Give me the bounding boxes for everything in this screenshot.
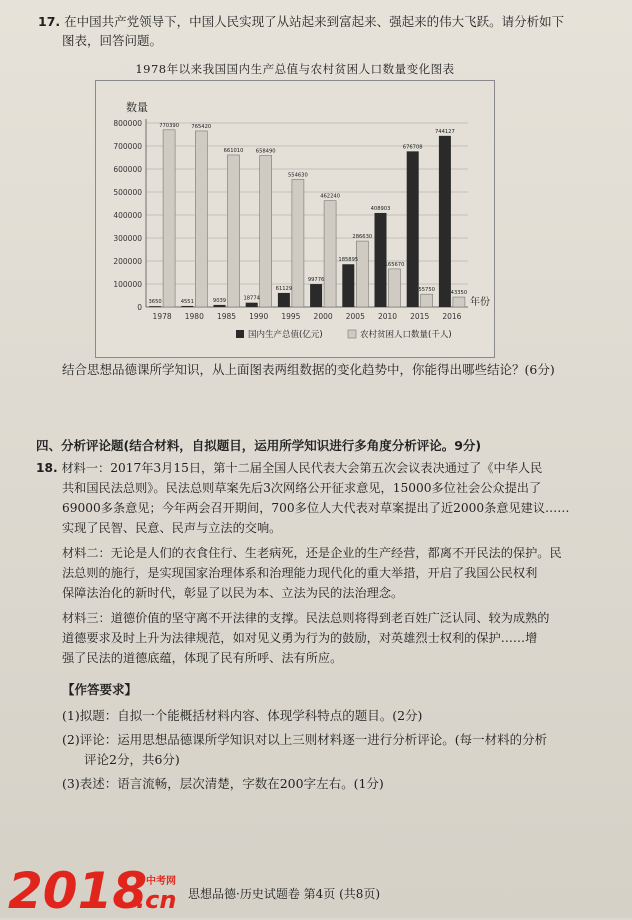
q17-stem-line1: 17. 在中国共产党领导下，中国人民实现了从站起来到富起来、强起来的伟大飞跃。请分析如下	[38, 14, 565, 29]
gdp-data-label: 4551	[180, 298, 194, 305]
x-tick-label: 2016	[442, 312, 462, 321]
y-axis-label: 数量	[126, 101, 148, 114]
watermark-year: 2018	[8, 862, 148, 916]
q18-material3-line3: 强了民法的道德底蕴，体现了民有所呼、法有所应。	[62, 651, 343, 665]
poverty-bar	[421, 294, 433, 307]
y-tick-label: 500000	[113, 188, 142, 197]
gdp-bar	[149, 306, 161, 307]
x-tick-label: 1995	[281, 312, 301, 321]
gdp-data-label: 9039	[212, 297, 227, 304]
poverty-bar	[228, 155, 240, 307]
y-tick-label: 600000	[113, 165, 142, 174]
chart-frame	[95, 62, 495, 358]
requirement-1: (1)拟题：自拟一个能概括材料内容、体现学科特点的题目。(2分)	[62, 708, 423, 723]
gdp-bar	[278, 293, 290, 307]
watermark-domain: .cn	[136, 886, 177, 914]
site-watermark-logo	[8, 856, 208, 920]
poverty-data-label: 462240	[320, 193, 341, 200]
poverty-bar	[163, 130, 175, 307]
poverty-bar	[292, 179, 304, 307]
poverty-data-label: 43350	[450, 290, 468, 297]
q18-material2-line2: 法总则的施行，是实现国家治理体系和治理能力现代化的重大举措，开启了我国公民权利	[62, 566, 538, 580]
requirement-2-line2: 评论2分，共6分)	[84, 752, 180, 767]
section4-title: 四、分析评论题(结合材料，自拟题目，运用所学知识进行多角度分析评论。9分)	[36, 438, 482, 453]
poverty-data-label: 661010	[223, 147, 244, 154]
gdp-data-label: 408903	[370, 205, 391, 212]
q18-material1-line3: 69000多条意见；今年两会召开期间，700多位人大代表对草案提出了近2000条意见建议……	[62, 501, 570, 515]
y-tick-label: 800000	[113, 119, 142, 128]
gdp-bar	[310, 284, 322, 307]
legend-swatch-poverty	[348, 330, 356, 338]
poverty-bar	[389, 269, 401, 307]
gdp-bar	[375, 213, 387, 307]
x-tick-label: 1978	[152, 312, 172, 321]
x-tick-label: 1985	[216, 312, 237, 321]
watermark-site-name: 中考网	[146, 876, 176, 887]
x-tick-label: 2005	[345, 312, 365, 321]
poverty-bar	[324, 201, 336, 307]
requirement-3: (3)表述：语言流畅，层次清楚，字数在200字左右。(1分)	[62, 776, 384, 791]
x-tick-label: 2010	[377, 312, 398, 321]
poverty-data-label: 55750	[418, 287, 435, 294]
requirement-2-line1: (2)评论：运用思想品德课所学知识对以上三则材料逐一进行分析评论。(每一材料的分析	[62, 732, 548, 747]
q17-question: 结合思想品德课所学知识，从上面图表两组数据的变化趋势中，你能得出哪些结论？(6分)	[62, 362, 555, 377]
page-footer: 思想品德·历史试题卷 第4页 (共8页)	[188, 887, 381, 901]
gdp-bar	[407, 151, 419, 307]
gdp-data-label: 744127	[434, 128, 455, 135]
poverty-data-label: 770390	[159, 122, 180, 129]
poverty-data-label: 286630	[352, 234, 373, 241]
chart-title: 1978年以来我国国内生产总值与农村贫困人口数量变化图表	[135, 62, 455, 76]
gdp-bar	[181, 306, 193, 307]
poverty-bar	[356, 241, 368, 307]
x-axis-label: 年份	[470, 297, 490, 308]
poverty-data-label: 554630	[287, 172, 308, 179]
q18-material1-line2: 共和国民法总则》。民法总则草案先后3次网络公开征求意见，15000多位社会公众提出了	[62, 481, 542, 495]
y-tick-label: 700000	[113, 142, 142, 151]
y-tick-label: 0	[137, 303, 142, 312]
gdp-data-label: 99776	[307, 277, 325, 284]
gdp-data-label: 18774	[243, 295, 260, 302]
q18-material3-line1: 材料三：道德价值的坚守离不开法律的支撑。民法总则将得到老百姓广泛认同、较为成熟的	[62, 611, 550, 625]
y-tick-label: 100000	[113, 280, 142, 289]
poverty-bar	[195, 131, 207, 307]
y-tick-label: 400000	[113, 211, 142, 220]
legend-swatch-gdp	[236, 330, 244, 338]
x-tick-label: 2015	[410, 312, 430, 321]
requirements-title: 【作答要求】	[62, 682, 138, 697]
gdp-data-label: 676708	[402, 144, 423, 151]
q18-material2-line3: 保障法治化的新时代，彰显了以民为本、立法为民的法治理念。	[62, 586, 404, 600]
q18-material1-line4: 实现了民智、民意、民声与立法的交响。	[62, 521, 282, 535]
poverty-data-label: 765420	[191, 123, 212, 130]
q17-number: 17.	[38, 14, 61, 29]
poverty-data-label: 658490	[255, 148, 276, 155]
q18-material3-line2: 道德要求及时上升为法律规范，如对见义勇为行为的鼓励，对英雄烈士权利的保护……增	[62, 631, 538, 645]
gdp-data-label: 3650	[148, 299, 162, 306]
gdp-bar	[246, 303, 258, 307]
y-tick-label: 200000	[113, 257, 142, 266]
y-tick-label: 300000	[113, 234, 142, 243]
x-tick-label: 1980	[184, 312, 204, 321]
legend-label-gdp: 国内生产总值(亿元)	[248, 330, 323, 340]
bar-chart	[96, 81, 494, 357]
q18-material2-line1: 材料二：无论是人们的衣食住行、生老病死，还是企业的生产经营，都离不开民法的保护。民	[62, 546, 562, 560]
x-tick-label: 1990	[249, 312, 269, 321]
poverty-data-label: 165670	[384, 261, 405, 268]
x-tick-label: 2000	[313, 312, 333, 321]
poverty-bar	[453, 297, 465, 307]
q18-number: 18.	[36, 461, 58, 475]
gdp-bar	[214, 305, 226, 307]
q17-stem-line2: 图表，回答问题。	[62, 33, 163, 48]
poverty-bar	[260, 156, 272, 307]
gdp-data-label: 185895	[338, 257, 359, 264]
legend-label-poverty: 农村贫困人口数量(千人)	[360, 330, 452, 340]
q18-material1-line1: 18. 材料一：2017年3月15日，第十二届全国人民代表大会第五次会议表决通过了《中华人民	[36, 461, 543, 475]
gdp-bar	[342, 264, 354, 307]
gdp-bar	[439, 136, 451, 307]
gdp-data-label: 61129	[275, 285, 293, 292]
